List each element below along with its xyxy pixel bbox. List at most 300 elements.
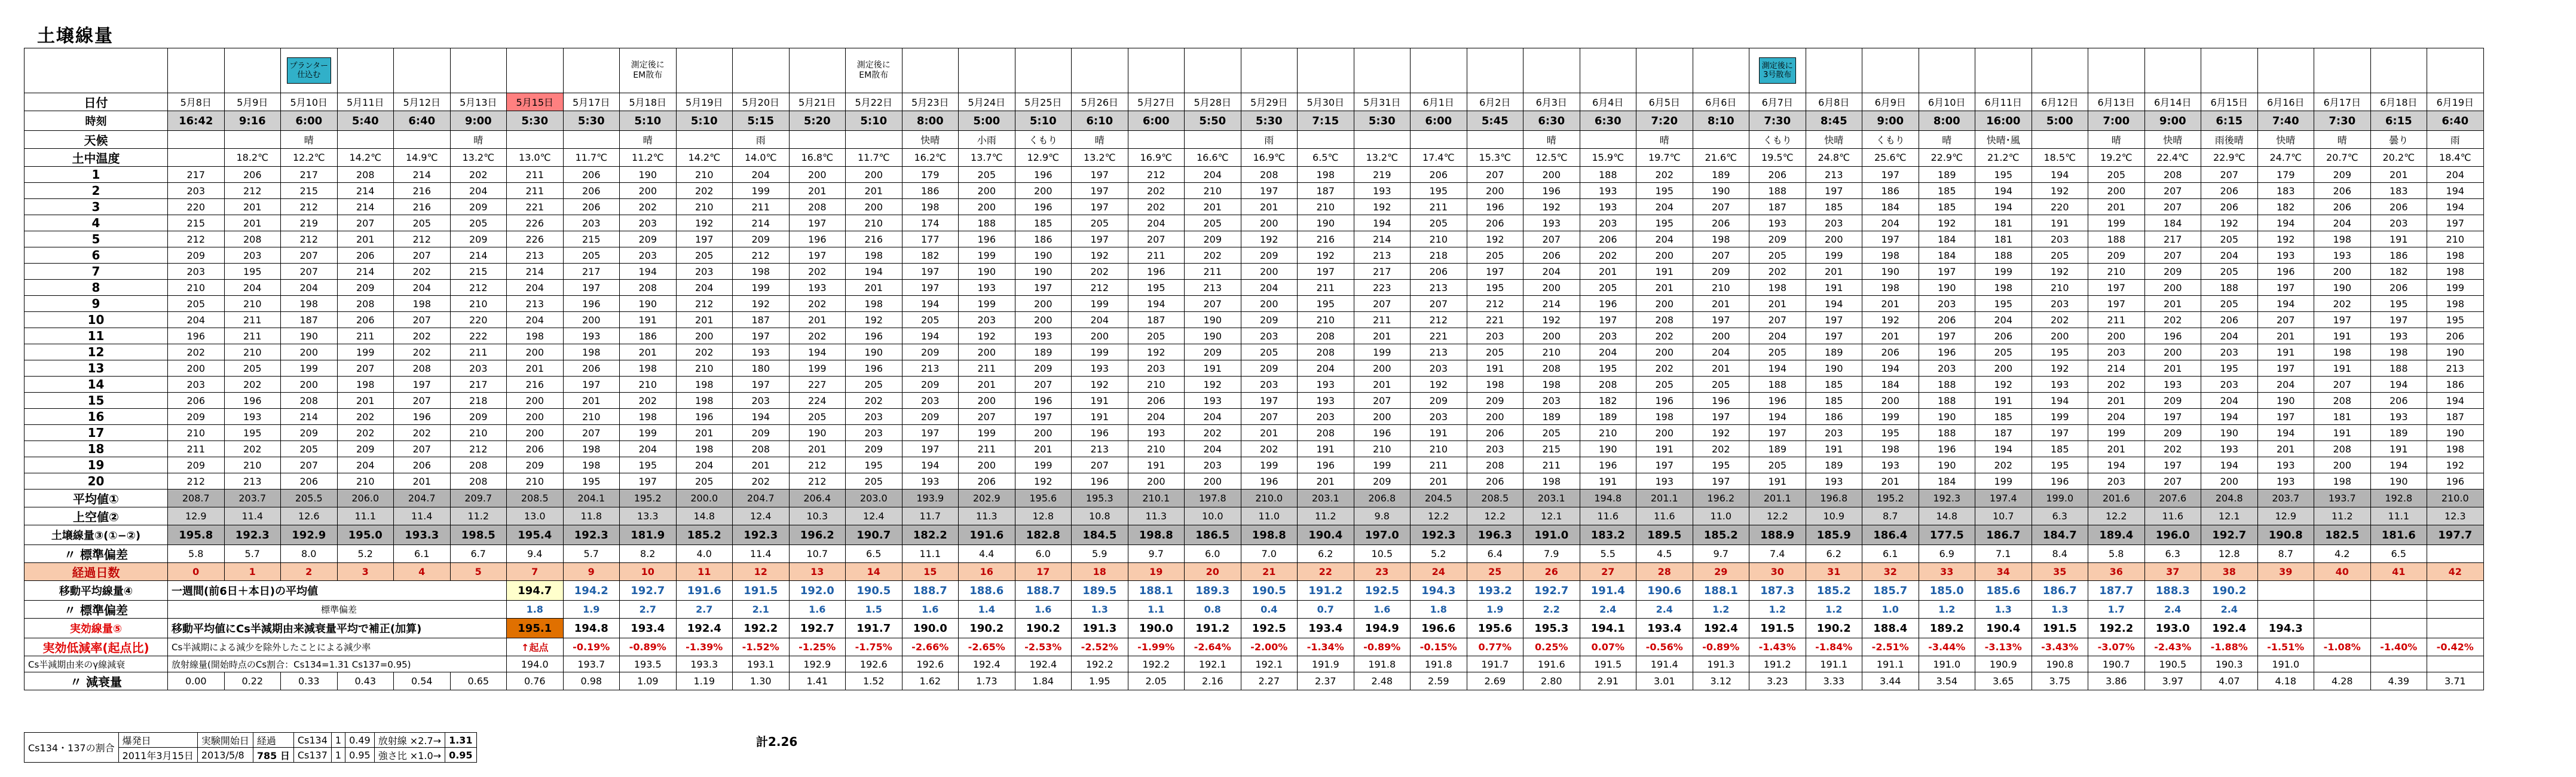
soil-dose-cell: 196.3 bbox=[1467, 525, 1523, 545]
point-cell: 182 bbox=[2370, 264, 2427, 280]
point-cell: 201 bbox=[733, 457, 790, 473]
soil-dose-cell: 184.7 bbox=[2032, 525, 2088, 545]
avg-cell: 206.4 bbox=[789, 490, 846, 507]
weather-cell: 快晴 bbox=[2257, 131, 2314, 149]
point-cell: 202 bbox=[337, 409, 394, 425]
air-cell: 11.8 bbox=[563, 507, 620, 525]
point-cell: 189 bbox=[1580, 409, 1636, 425]
effective-cell: 193.4 bbox=[1298, 619, 1354, 638]
point-cell: 220 bbox=[450, 312, 507, 328]
air-cell: 12.8 bbox=[1015, 507, 1072, 525]
point-cell: 197 bbox=[1749, 425, 1806, 441]
point-label: 14 bbox=[25, 377, 168, 393]
point-cell: 226 bbox=[507, 231, 564, 247]
point-cell: 191 bbox=[2314, 360, 2371, 377]
date-cell: 5月21日 bbox=[789, 93, 846, 111]
point-cell: 187 bbox=[281, 312, 338, 328]
moving-std-cell: 1.2 bbox=[1693, 601, 1749, 619]
avg-cell: 210.1 bbox=[1128, 490, 1185, 507]
weather-cell bbox=[1185, 131, 1241, 149]
soil-dose-cell: 185.2 bbox=[676, 525, 733, 545]
point-cell: 210 bbox=[1128, 377, 1185, 393]
moving-std-cell: 1.1 bbox=[1128, 601, 1185, 619]
eff-rate-cell: -0.42% bbox=[2427, 638, 2484, 656]
point-cell: 210 bbox=[2427, 231, 2484, 247]
std-cell: 6.0 bbox=[1185, 545, 1241, 563]
point-cell: 195 bbox=[563, 473, 620, 490]
elapsed-cell: 20 bbox=[1185, 563, 1241, 581]
decay-cell: 3.33 bbox=[1806, 672, 1862, 690]
cs-decay-cell: 192.2 bbox=[1128, 656, 1185, 672]
point-cell: 200 bbox=[959, 183, 1015, 199]
avg-cell: 195.2 bbox=[1862, 490, 1919, 507]
point-cell: 200 bbox=[1975, 360, 2032, 377]
soil-dose-cell: 191.0 bbox=[1523, 525, 1580, 545]
point-cell: 197 bbox=[2144, 457, 2201, 473]
point-cell: 193 bbox=[2314, 247, 2371, 264]
point-cell: 209 bbox=[168, 409, 225, 425]
point-cell: 189 bbox=[1015, 344, 1072, 360]
weather-cell bbox=[1354, 131, 1411, 149]
point-cell: 210 bbox=[1298, 199, 1354, 215]
point-cell: 204 bbox=[1185, 409, 1241, 425]
elapsed-label: 経過日数 bbox=[25, 563, 168, 581]
point-cell: 182 bbox=[1580, 393, 1636, 409]
point-cell: 194 bbox=[846, 264, 902, 280]
point-cell: 226 bbox=[507, 215, 564, 231]
point-cell: 194 bbox=[620, 264, 677, 280]
effective-cell: 189.2 bbox=[1919, 619, 1975, 638]
point-cell: 212 bbox=[1128, 167, 1185, 183]
point-cell: 198 bbox=[620, 409, 677, 425]
cs-note: 放射線量(開始時点のCs割合：Cs134=1.31 Cs137=0.95) bbox=[168, 656, 507, 672]
soil-temp-cell: 15.9℃ bbox=[1580, 149, 1636, 167]
note-badge: 測定後に EM散布 bbox=[856, 60, 891, 80]
note-cell bbox=[1523, 48, 1580, 93]
point-cell: 203 bbox=[2088, 344, 2145, 360]
point-cell: 185 bbox=[1806, 393, 1862, 409]
soil-temp-cell: 16.9℃ bbox=[1241, 149, 1298, 167]
point-cell: 204 bbox=[281, 280, 338, 296]
cs-decay-cell: 192.1 bbox=[1241, 656, 1298, 672]
air-cell: 13.3 bbox=[620, 507, 677, 525]
point-cell: 203 bbox=[1919, 360, 1975, 377]
point-cell: 202 bbox=[2032, 312, 2088, 328]
moving-std-cell: 1.8 bbox=[507, 601, 564, 619]
point-cell: 197 bbox=[2314, 312, 2371, 328]
point-cell: 192 bbox=[2201, 215, 2258, 231]
point-label: 2 bbox=[25, 183, 168, 199]
decay-cell: 1.95 bbox=[1072, 672, 1128, 690]
point-cell: 205 bbox=[676, 247, 733, 264]
point-cell: 214 bbox=[450, 247, 507, 264]
weather-cell: 快晴 bbox=[2144, 131, 2201, 149]
point-cell: 199 bbox=[959, 425, 1015, 441]
point-cell: 201 bbox=[1241, 199, 1298, 215]
weather-cell bbox=[676, 131, 733, 149]
point-cell: 198 bbox=[563, 344, 620, 360]
eff-rate-cell: -0.56% bbox=[1636, 638, 1693, 656]
eff-rate-cell: -2.43% bbox=[2144, 638, 2201, 656]
avg-cell: 206.0 bbox=[337, 490, 394, 507]
soil-dose-cell: 183.2 bbox=[1580, 525, 1636, 545]
point-cell: 205 bbox=[1072, 215, 1128, 231]
point-cell: 197 bbox=[1015, 409, 1072, 425]
soil-dose-cell: 190.8 bbox=[2257, 525, 2314, 545]
point-cell: 183 bbox=[2257, 183, 2314, 199]
point-cell: 200 bbox=[281, 377, 338, 393]
point-cell: 200 bbox=[2314, 457, 2371, 473]
point-cell: 205 bbox=[1467, 247, 1523, 264]
point-cell: 190 bbox=[1185, 328, 1241, 344]
point-cell: 190 bbox=[2427, 425, 2484, 441]
point-cell: 207 bbox=[959, 409, 1015, 425]
weather-cell: 雨 bbox=[1241, 131, 1298, 149]
point-row bbox=[25, 215, 2484, 231]
soil-dose-cell: 198.8 bbox=[1128, 525, 1185, 545]
point-row bbox=[25, 457, 2484, 473]
soil-temp-row bbox=[25, 149, 2484, 167]
point-cell: 202 bbox=[620, 393, 677, 409]
point-cell: 197 bbox=[902, 425, 959, 441]
point-cell: 212 bbox=[450, 441, 507, 457]
point-cell: 198 bbox=[1862, 247, 1919, 264]
effective-cell bbox=[2427, 619, 2484, 638]
effective-cell: 194.8 bbox=[563, 619, 620, 638]
point-cell: 211 bbox=[337, 328, 394, 344]
point-cell: 193 bbox=[1580, 183, 1636, 199]
point-cell: 198 bbox=[733, 264, 790, 280]
weather-cell: くもり bbox=[1749, 131, 1806, 149]
point-cell: 213 bbox=[1354, 247, 1411, 264]
point-cell: 213 bbox=[1411, 280, 1467, 296]
time-cell: 5:30 bbox=[563, 111, 620, 131]
avg-cell: 201.1 bbox=[1636, 490, 1693, 507]
point-cell: 192 bbox=[1523, 312, 1580, 328]
point-cell: 194 bbox=[1749, 409, 1806, 425]
elapsed-cell: 34 bbox=[1975, 563, 2032, 581]
point-cell: 200 bbox=[507, 344, 564, 360]
note-cell bbox=[2370, 48, 2427, 93]
moving-std-cell: 1.3 bbox=[1975, 601, 2032, 619]
point-cell: 207 bbox=[2144, 183, 2201, 199]
point-cell: 195 bbox=[2032, 457, 2088, 473]
point-cell: 203 bbox=[1411, 360, 1467, 377]
weather-cell bbox=[507, 131, 564, 149]
point-cell: 189 bbox=[2370, 425, 2427, 441]
point-cell: 190 bbox=[620, 296, 677, 312]
point-cell: 205 bbox=[959, 167, 1015, 183]
decay-cell: 1.09 bbox=[620, 672, 677, 690]
point-cell: 203 bbox=[676, 264, 733, 280]
point-cell: 204 bbox=[1749, 328, 1806, 344]
std-cell: 6.2 bbox=[1806, 545, 1862, 563]
point-cell: 211 bbox=[1411, 199, 1467, 215]
point-cell: 188 bbox=[1919, 377, 1975, 393]
std-cell: 7.0 bbox=[1241, 545, 1298, 563]
title-spacer bbox=[25, 48, 168, 93]
decay-cell: 0.22 bbox=[224, 672, 281, 690]
point-cell: 207 bbox=[2257, 312, 2314, 328]
point-cell: 200 bbox=[1185, 473, 1241, 490]
point-cell: 200 bbox=[563, 312, 620, 328]
soil-dose-cell: 190.7 bbox=[846, 525, 902, 545]
point-cell: 194 bbox=[1975, 199, 2032, 215]
point-cell: 203 bbox=[168, 377, 225, 393]
point-cell: 207 bbox=[1185, 296, 1241, 312]
point-cell: 205 bbox=[1467, 344, 1523, 360]
point-cell: 199 bbox=[337, 344, 394, 360]
point-cell: 195 bbox=[620, 457, 677, 473]
point-cell: 174 bbox=[902, 215, 959, 231]
point-cell: 209 bbox=[2144, 393, 2201, 409]
elapsed-cell: 3 bbox=[337, 563, 394, 581]
point-cell: 197 bbox=[394, 377, 451, 393]
moving-avg-cell: 185.2 bbox=[1806, 581, 1862, 601]
point-cell: 196 bbox=[2144, 328, 2201, 344]
date-cell: 6月4日 bbox=[1580, 93, 1636, 111]
cs-decay-cell: 190.3 bbox=[2201, 656, 2258, 672]
point-cell: 202 bbox=[1128, 183, 1185, 199]
effective-cell: 193.4 bbox=[1636, 619, 1693, 638]
soil-temp-cell: 18.5℃ bbox=[2032, 149, 2088, 167]
point-cell: 199 bbox=[959, 247, 1015, 264]
decay-cell: 3.65 bbox=[1975, 672, 2032, 690]
note-cell bbox=[1354, 48, 1411, 93]
soil-temp-cell: 16.6℃ bbox=[1185, 149, 1241, 167]
point-cell: 193 bbox=[2370, 328, 2427, 344]
cs-decay-cell: 191.4 bbox=[1636, 656, 1693, 672]
std-cell: 8.2 bbox=[620, 545, 677, 563]
point-cell: 203 bbox=[1467, 328, 1523, 344]
point-cell: 210 bbox=[2088, 264, 2145, 280]
point-cell: 198 bbox=[676, 441, 733, 457]
point-cell: 207 bbox=[337, 360, 394, 377]
air-cell: 10.7 bbox=[1975, 507, 2032, 525]
soil-dose-label: 土壌線量③(①−②) bbox=[25, 525, 168, 545]
decay-label: 〃 減衰量 bbox=[25, 672, 168, 690]
point-cell: 201 bbox=[2144, 296, 2201, 312]
point-cell: 203 bbox=[1806, 215, 1862, 231]
point-cell: 205 bbox=[2201, 264, 2258, 280]
time-cell: 5:00 bbox=[2032, 111, 2088, 131]
point-cell: 197 bbox=[1806, 312, 1862, 328]
date-cell: 5月17日 bbox=[563, 93, 620, 111]
moving-avg-cell: 187.3 bbox=[1749, 581, 1806, 601]
point-cell: 205 bbox=[1749, 457, 1806, 473]
air-cell: 13.0 bbox=[507, 507, 564, 525]
point-cell: 187 bbox=[733, 312, 790, 328]
std-cell: 6.1 bbox=[394, 545, 451, 563]
point-cell: 207 bbox=[1749, 312, 1806, 328]
point-cell: 206 bbox=[394, 457, 451, 473]
point-cell: 204 bbox=[1072, 312, 1128, 328]
point-cell: 209 bbox=[1015, 360, 1072, 377]
point-cell: 191 bbox=[1636, 264, 1693, 280]
point-cell: 199 bbox=[1862, 409, 1919, 425]
point-cell: 197 bbox=[1072, 183, 1128, 199]
moving-std-cell: 1.9 bbox=[563, 601, 620, 619]
air-cell: 9.8 bbox=[1354, 507, 1411, 525]
point-cell: 190 bbox=[1298, 215, 1354, 231]
point-cell: 207 bbox=[1072, 457, 1128, 473]
point-cell: 188 bbox=[1749, 183, 1806, 199]
note-cell bbox=[959, 48, 1015, 93]
avg-cell: 204.5 bbox=[1411, 490, 1467, 507]
eff-rate-cell: 0.77% bbox=[1467, 638, 1523, 656]
point-cell: 209 bbox=[902, 344, 959, 360]
point-cell: 198 bbox=[2314, 344, 2371, 360]
avg-cell: 209.7 bbox=[450, 490, 507, 507]
note-cell bbox=[1636, 48, 1693, 93]
note-cell bbox=[2314, 48, 2371, 93]
point-cell: 190 bbox=[1015, 247, 1072, 264]
decay-cell: 3.86 bbox=[2088, 672, 2145, 690]
soil-dose-cell: 189.5 bbox=[1636, 525, 1693, 545]
point-cell: 206 bbox=[1749, 167, 1806, 183]
point-cell: 207 bbox=[394, 393, 451, 409]
note-cell bbox=[168, 48, 225, 93]
point-cell: 192 bbox=[1467, 231, 1523, 247]
point-cell: 190 bbox=[2314, 280, 2371, 296]
soil-dose-cell: 181.6 bbox=[2370, 525, 2427, 545]
point-cell: 191 bbox=[1806, 441, 1862, 457]
soil-dose-cell: 188.9 bbox=[1749, 525, 1806, 545]
elapsed-cell: 35 bbox=[2032, 563, 2088, 581]
cs-decay-cell: 191.6 bbox=[1523, 656, 1580, 672]
elapsed-cell: 37 bbox=[2144, 563, 2201, 581]
point-cell: 217 bbox=[2144, 231, 2201, 247]
point-cell: 203 bbox=[1128, 360, 1185, 377]
time-cell: 5:10 bbox=[676, 111, 733, 131]
soil-dose-cell: 193.3 bbox=[394, 525, 451, 545]
moving-avg-cell: 188.3 bbox=[2144, 581, 2201, 601]
std-cell: 8.7 bbox=[2257, 545, 2314, 563]
point-cell: 201 bbox=[959, 377, 1015, 393]
decay-cell: 0.76 bbox=[507, 672, 564, 690]
point-row bbox=[25, 425, 2484, 441]
point-cell: 196 bbox=[1919, 441, 1975, 457]
elapsed-cell: 19 bbox=[1128, 563, 1185, 581]
note-badge: 測定後に 3号散布 bbox=[1759, 57, 1796, 84]
point-cell: 202 bbox=[2144, 312, 2201, 328]
point-cell: 200 bbox=[1636, 344, 1693, 360]
decay-cell: 4.07 bbox=[2201, 672, 2258, 690]
point-cell: 190 bbox=[846, 344, 902, 360]
point-row bbox=[25, 473, 2484, 490]
point-cell: 192 bbox=[1523, 199, 1580, 215]
point-cell: 204 bbox=[224, 280, 281, 296]
point-cell: 211 bbox=[959, 441, 1015, 457]
moving-std-cell bbox=[2314, 601, 2371, 619]
point-cell: 204 bbox=[733, 167, 790, 183]
point-cell: 209 bbox=[2314, 167, 2371, 183]
date-cell: 6月6日 bbox=[1693, 93, 1749, 111]
cs-decay-cell: 192.2 bbox=[1072, 656, 1128, 672]
soil-dose-cell: 192.3 bbox=[224, 525, 281, 545]
cs-decay-cell: 190.9 bbox=[1975, 656, 2032, 672]
elapsed-cell: 36 bbox=[2088, 563, 2145, 581]
explosion-date: 2011年3月15日 bbox=[118, 748, 197, 763]
moving-avg-label: 移動平均線量④ bbox=[25, 581, 168, 601]
explosion-label: 爆発日 bbox=[118, 733, 197, 748]
eff-rate-cell: -1.40% bbox=[2370, 638, 2427, 656]
effective-cell: 191.2 bbox=[1185, 619, 1241, 638]
soil-temp-cell: 13.2℃ bbox=[1072, 149, 1128, 167]
avg-cell: 205.5 bbox=[281, 490, 338, 507]
point-cell: 208 bbox=[1580, 377, 1636, 393]
point-cell: 201 bbox=[1354, 377, 1411, 393]
air-cell: 11.2 bbox=[1298, 507, 1354, 525]
point-cell: 216 bbox=[394, 183, 451, 199]
point-cell: 210 bbox=[337, 473, 394, 490]
point-cell: 186 bbox=[2370, 247, 2427, 264]
point-cell: 201 bbox=[1749, 296, 1806, 312]
point-cell: 209 bbox=[1693, 264, 1749, 280]
point-cell: 206 bbox=[281, 473, 338, 490]
point-cell: 201 bbox=[1185, 199, 1241, 215]
point-cell: 202 bbox=[733, 473, 790, 490]
weather-label: 天候 bbox=[25, 131, 168, 149]
date-cell: 5月26日 bbox=[1072, 93, 1128, 111]
date-cell: 5月9日 bbox=[224, 93, 281, 111]
weather-cell: 曇り bbox=[2370, 131, 2427, 149]
point-cell: 196 bbox=[394, 409, 451, 425]
point-cell: 214 bbox=[1523, 296, 1580, 312]
decay-cell: 1.30 bbox=[733, 672, 790, 690]
eff-rate-cell: -0.89% bbox=[620, 638, 677, 656]
moving-avg-cell: 188.1 bbox=[1693, 581, 1749, 601]
point-cell: 198 bbox=[2370, 344, 2427, 360]
point-cell: 199 bbox=[733, 183, 790, 199]
point-cell: 201 bbox=[2144, 360, 2201, 377]
decay-cell: 1.84 bbox=[1015, 672, 1072, 690]
avg-cell: 210.0 bbox=[2427, 490, 2484, 507]
point-cell: 202 bbox=[676, 183, 733, 199]
point-cell: 198 bbox=[1862, 280, 1919, 296]
time-cell: 7:15 bbox=[1298, 111, 1354, 131]
point-cell: 195 bbox=[1298, 296, 1354, 312]
point-cell: 199 bbox=[281, 360, 338, 377]
point-cell: 196 bbox=[2427, 473, 2484, 490]
weather-cell: 晴 bbox=[1523, 131, 1580, 149]
elapsed-cell: 21 bbox=[1241, 563, 1298, 581]
point-cell: 195 bbox=[846, 457, 902, 473]
note-cell bbox=[2032, 48, 2088, 93]
point-cell: 198 bbox=[1523, 473, 1580, 490]
point-cell: 204 bbox=[1636, 199, 1693, 215]
elapsed-cell: 31 bbox=[1806, 563, 1862, 581]
note-cell bbox=[1749, 48, 1806, 93]
point-cell: 209 bbox=[1241, 247, 1298, 264]
point-cell: 181 bbox=[1975, 215, 2032, 231]
point-cell: 221 bbox=[507, 199, 564, 215]
cs-decay-cell: 191.2 bbox=[1749, 656, 1806, 672]
point-cell: 200 bbox=[846, 167, 902, 183]
cs-decay-cell: 190.5 bbox=[2144, 656, 2201, 672]
avg-cell: 203.7 bbox=[2257, 490, 2314, 507]
cs-decay-cell: 191.3 bbox=[1693, 656, 1749, 672]
point-cell: 205 bbox=[1128, 328, 1185, 344]
decay-cell: 0.54 bbox=[394, 672, 451, 690]
point-cell: 202 bbox=[394, 328, 451, 344]
time-cell: 9:16 bbox=[224, 111, 281, 131]
elapsed-cell: 4 bbox=[394, 563, 451, 581]
point-cell: 207 bbox=[394, 441, 451, 457]
point-cell: 211 bbox=[1523, 457, 1580, 473]
point-cell: 220 bbox=[2032, 199, 2088, 215]
note-cell bbox=[2257, 48, 2314, 93]
